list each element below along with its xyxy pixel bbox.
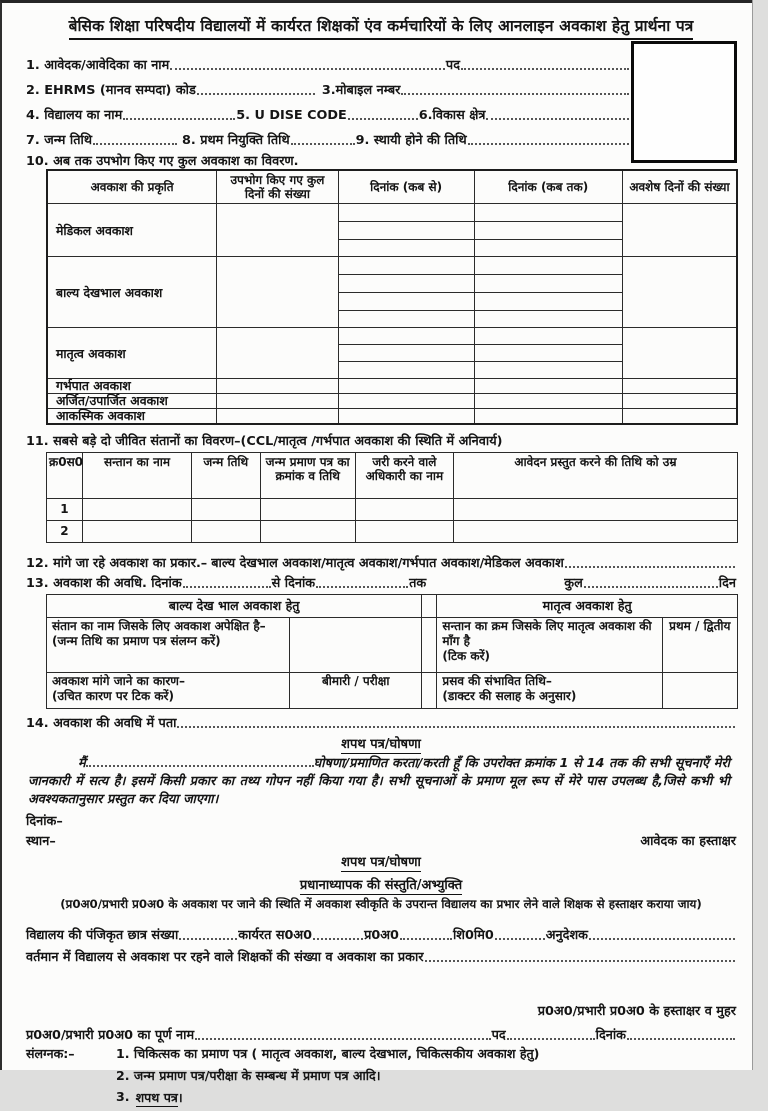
medical-leave-row [47, 204, 737, 222]
declaration-heading: शपथ पत्र/घोषणा [341, 734, 421, 754]
medical-from-cell [338, 222, 474, 240]
ehrms-code-line [197, 91, 315, 95]
pa-line [400, 936, 452, 940]
leave-to-label: तक [409, 575, 427, 591]
enclosures-list [116, 1045, 539, 1111]
delivery-date-cell [662, 672, 737, 708]
childcare-remaining-cell [622, 257, 737, 328]
days-label: दिन [718, 575, 736, 591]
medical-to-cell [474, 240, 622, 257]
address-line [26, 713, 736, 731]
teachers-on-leave-line [26, 947, 736, 965]
leave-type-options: बाल्य देखभाल अवकाश/मातृत्व अवकाश/गर्भपात अवकाश/मेडिकल अवकाश [211, 555, 564, 571]
dob-line [93, 141, 177, 145]
leave-period-line [26, 571, 736, 591]
maternity-from-cell [338, 362, 474, 379]
medical-to-cell [474, 204, 622, 222]
earned-leave-label: अर्जित/उपार्जित अवकाश [47, 394, 217, 409]
declaration-date-label: दिनांक– [26, 813, 63, 829]
leave-type-label: 12. मांगे जा रहे अवकाश का प्रकार.– [26, 555, 208, 571]
form-header [26, 14, 736, 40]
shiksha-mitra-line [495, 936, 545, 940]
declaration-heading-wrap [26, 733, 736, 754]
col-child-dob: जन्म तिथि [192, 452, 260, 498]
udise-label: 5. U DISE CODE [236, 108, 347, 123]
maternity-to-cell [474, 345, 622, 362]
applicant-name-line [170, 66, 445, 70]
teachers-on-leave-label: वर्तमान में विद्यालय से अवकाश पर रहने वाले शिक्षकों की संख्या व अवकाश का प्रकार [26, 949, 424, 965]
approval-note: (प्र0अ0/प्रभारी प्र0अ0 के अवकाश पर जाने की स्थिति में अवकाश स्वीकृति के उपरान्त विद्यालय का प्रभार लेने वाले शिक्षक से हस्ताक्षर कराया जाय) [60, 896, 702, 911]
leave-type-line [26, 553, 736, 571]
headmaster-post-fill [507, 1036, 595, 1040]
field-line-4 [26, 123, 630, 148]
maternity-from-cell [338, 345, 474, 362]
childcare-leave-label: बाल्य देखभाल अवकाश [47, 257, 217, 328]
enclosure-item-3-number: 3. [116, 1088, 130, 1104]
casual-leave-row [47, 409, 737, 424]
headmaster-date-fill [627, 1036, 735, 1040]
maternity-from-cell [338, 328, 474, 345]
col-days-used: उपभोग किए गए कुल दिनों की संख्या [217, 170, 338, 204]
child-row-1 [47, 498, 738, 520]
children-table-header-row [47, 452, 738, 498]
photo-box [631, 41, 737, 163]
serial-1: 1 [47, 498, 83, 520]
medical-to-cell [474, 222, 622, 240]
maternity-leave-row [47, 328, 737, 345]
headmaster-fullname-label: प्र0अ0/प्रभारी प्र0अ0 का पूर्ण नाम [26, 1027, 195, 1043]
col-age-at-application: आवेदन प्रस्तुत करने की तिथि को उम्र [453, 452, 737, 498]
declaration-place-label: स्थान– [26, 833, 56, 849]
purpose-header-row [47, 594, 738, 617]
leave-to-line [316, 584, 408, 588]
child-row-2 [47, 520, 738, 542]
childcare-from-cell [338, 293, 474, 311]
declaration-paragraph [28, 755, 730, 809]
abortion-leave-label: गर्भपात अवकाश [47, 379, 217, 394]
maternity-days-used-cell [217, 328, 338, 379]
col-serial: क्र0स0 [47, 452, 83, 498]
purpose-row-1 [47, 617, 738, 672]
declaration-start: मैं [78, 755, 86, 771]
children-heading-bold: (CCL/मातृत्व /गर्भपात अवकाश की स्थिति में अनिवार्य) [240, 433, 503, 449]
school-name-label: 4. विद्यालय का नाम [26, 108, 123, 123]
pa-label: प्र0अ0 [364, 927, 399, 943]
first-appointment-label: 8. प्रथम नियुक्ति तिथि [182, 133, 290, 148]
dob-label: 7. जन्म तिथि [26, 133, 92, 148]
abortion-leave-row [47, 379, 737, 394]
serial-2: 2 [47, 520, 83, 542]
address-fill-line [177, 724, 735, 728]
childcare-to-cell [474, 275, 622, 293]
total-days-line [584, 584, 718, 588]
gap-cell [422, 617, 437, 672]
enclosure-item-1: 1. चिकित्सक का प्रमाण पत्र ( मातृत्व अवकाश, बाल्य देखभाल, चिकित्सकीय अवकाश हेतु) [116, 1045, 540, 1061]
declaration-body: घोषणा/प्रमाणित करता/करती हूँ कि उपरोक्त क्रमांक 1 से 14 तक की सभी सूचनाएँ मेरी जानकारी में सत्य है। इसमें किसी प्रकार का तथ्य गोपन नहीं किया गया है। सभी सूचनाओं के प्रमाण मूल रूप सें मेरे पास उपलब्ध है,जिसे कभी भी अवश्यकतानुसार प्रस्तुत कर दिया जाएगा। [28, 755, 730, 807]
declaration-date-row [26, 809, 736, 829]
enclosures-section [26, 1045, 736, 1111]
maternity-purpose-header: मातृत्व अवकाश हेतु [437, 594, 738, 617]
maternity-remaining-cell [622, 328, 737, 379]
ehrms-code-label: 2. EHRMS (मानव सम्पदा) कोड [26, 83, 196, 98]
medical-from-cell [338, 204, 474, 222]
childcare-leave-row [47, 257, 737, 275]
childcare-to-cell [474, 257, 622, 275]
block-line [486, 116, 629, 120]
headmaster-signature-label: प्र0अ0/प्रभारी प्र0अ0 के हस्ताक्षर व मुहर [537, 1003, 736, 1019]
block-label: 6.विकास क्षेत्र [418, 108, 486, 123]
school-stats-line [26, 925, 736, 943]
childcare-from-cell [338, 257, 474, 275]
enclosure-item-3-end: । [177, 1089, 183, 1105]
medical-leave-label: मेडिकल अवकाश [47, 204, 217, 257]
children-heading-text: 11. सबसे बड़े दो जीवित संतानों का विवरण– [26, 433, 241, 449]
delivery-date-label: प्रसव की संभावित तिथि– (डाक्टर की सलाह के अनुसार) [437, 672, 662, 708]
medical-days-used-cell [217, 204, 338, 257]
first-appointment-line [291, 141, 355, 145]
col-leave-nature: अवकाश की प्रकृति [47, 170, 217, 204]
field-line-2 [26, 73, 630, 98]
leave-summary-label: 10. अब तक उपभोग किए गए कुल अवकाश का विवरण. [26, 154, 299, 169]
children-section-heading [26, 431, 736, 449]
applicant-fields [26, 48, 630, 169]
leave-table-header-row [47, 170, 737, 204]
working-sa-label: कार्यरत स0अ0 [238, 927, 313, 943]
headmaster-date-label: दिनांक [595, 1027, 626, 1043]
approval-heading1: शपथ पत्र/घोषणा [341, 852, 421, 872]
field-line-1 [26, 48, 630, 73]
total-label: कुल [564, 575, 583, 591]
gap-cell [422, 672, 437, 708]
childcare-to-cell [474, 311, 622, 328]
maternity-child-order-label: सन्तान का क्रम जिसके लिए मातृत्व अवकाश की माँग है (टिक करें) [437, 617, 662, 672]
col-days-remaining: अवशेष दिनों की संख्या [622, 170, 737, 204]
leave-type-line-fill [565, 564, 735, 568]
declarant-name-line [86, 763, 314, 767]
approval-heading2-wrap [26, 874, 736, 895]
registered-students-label: विद्यालय की पंजिकृत छात्र संख्या [26, 927, 179, 943]
post-line [461, 66, 629, 70]
enclosure-item-3-text: शपथ पत्र [135, 1089, 178, 1105]
childcare-from-cell [338, 275, 474, 293]
shiksha-mitra-label: शि0मि0 [452, 927, 494, 943]
approval-heading2: प्रधानाध्यापक की संस्तुति/अभ्युक्ति [300, 875, 462, 895]
childcare-to-cell [474, 293, 622, 311]
leave-summary-table [46, 169, 738, 425]
childcare-child-name-label: संतान का नाम जिसके लिए अवकाश अपेक्षित है– (जन्म तिथि का प्रमाण पत्र संलग्न करें) [47, 617, 290, 672]
teachers-on-leave-fill [425, 958, 735, 962]
maternity-to-cell [474, 362, 622, 379]
applicant-signature-label: आवेदक का हस्ताक्षर [640, 833, 736, 849]
applicant-name-label: 1. आवेदक/आवेदिका का नाम [26, 58, 170, 73]
medical-remaining-cell [622, 204, 737, 257]
childcare-purpose-header: बाल्य देख भाल अवकाश हेतु [47, 594, 422, 617]
casual-leave-label: आकस्मिक अवकाश [47, 409, 217, 424]
maternity-leave-label: मातृत्व अवकाश [47, 328, 217, 379]
field-line-10 [26, 148, 630, 169]
childcare-child-name-cell [290, 617, 422, 672]
maternity-to-cell [474, 328, 622, 345]
mobile-label: 3.मोबाइल नम्बर [321, 83, 401, 98]
instructor-label: अनुदेशक [545, 927, 588, 943]
leave-purpose-table [46, 594, 738, 709]
medical-from-cell [338, 240, 474, 257]
field-line-3 [26, 98, 630, 123]
mobile-line [401, 91, 629, 95]
enclosure-item-3 [116, 1089, 539, 1111]
childcare-from-cell [338, 311, 474, 328]
purpose-row-2 [47, 672, 738, 708]
form-title: बेसिक शिक्षा परिषदीय विद्यालयों में कार्यरत शिक्षकों एंव कर्मचारियों के लिए आनलाइन अवकाश हेतु प्रार्थना पत्र [69, 14, 694, 40]
earned-leave-row [47, 394, 737, 409]
children-table [46, 452, 738, 543]
enclosure-item-2: 2. जन्म प्रमाण पत्र/परीक्षा के सम्बन्ध में प्रमाण पत्र आदि। [116, 1067, 381, 1083]
maternity-order-options: प्रथम / द्वितीय [662, 617, 737, 672]
leave-from-label: से दिनांक [271, 575, 316, 591]
col-date-to: दिनांक (कब तक) [474, 170, 622, 204]
col-issuing-officer: जरी करने वाले अधिकारी का नाम [355, 452, 453, 498]
col-child-name: सन्तान का नाम [82, 452, 191, 498]
gap-cell [422, 594, 437, 617]
declaration-place-row [26, 829, 736, 849]
permanent-date-label: 9. स्थायी होने की तिथि [355, 133, 467, 148]
approval-heading1-wrap [26, 851, 736, 872]
headmaster-name-line [26, 1024, 736, 1043]
childcare-reason-options: बीमारी / परीक्षा [290, 672, 422, 708]
leave-period-label: 13. अवकाश की अवधि. दिनांक [26, 575, 182, 591]
leave-from-line [183, 584, 271, 588]
address-label: 14. अवकाश की अवधि में पता [26, 715, 177, 731]
working-sa-line [313, 936, 363, 940]
school-name-line [123, 116, 235, 120]
headmaster-post-label: पद [491, 1027, 506, 1043]
col-birth-certificate: जन्म प्रमाण पत्र का क्रमांक व तिथि [260, 452, 355, 498]
instructor-line [589, 936, 735, 940]
enclosures-label: संलग्नक:– [26, 1045, 75, 1061]
headmaster-fullname-fill [195, 1036, 490, 1040]
post-label: पद [445, 58, 460, 73]
registered-students-line [179, 936, 237, 940]
childcare-days-used-cell [217, 257, 338, 328]
permanent-date-line [468, 141, 629, 145]
udise-line [348, 116, 418, 120]
childcare-reason-label: अवकाश मांगे जाने का कारण– (उचित कारण पर टिक करें) [47, 672, 290, 708]
col-date-from: दिनांक (कब से) [338, 170, 474, 204]
